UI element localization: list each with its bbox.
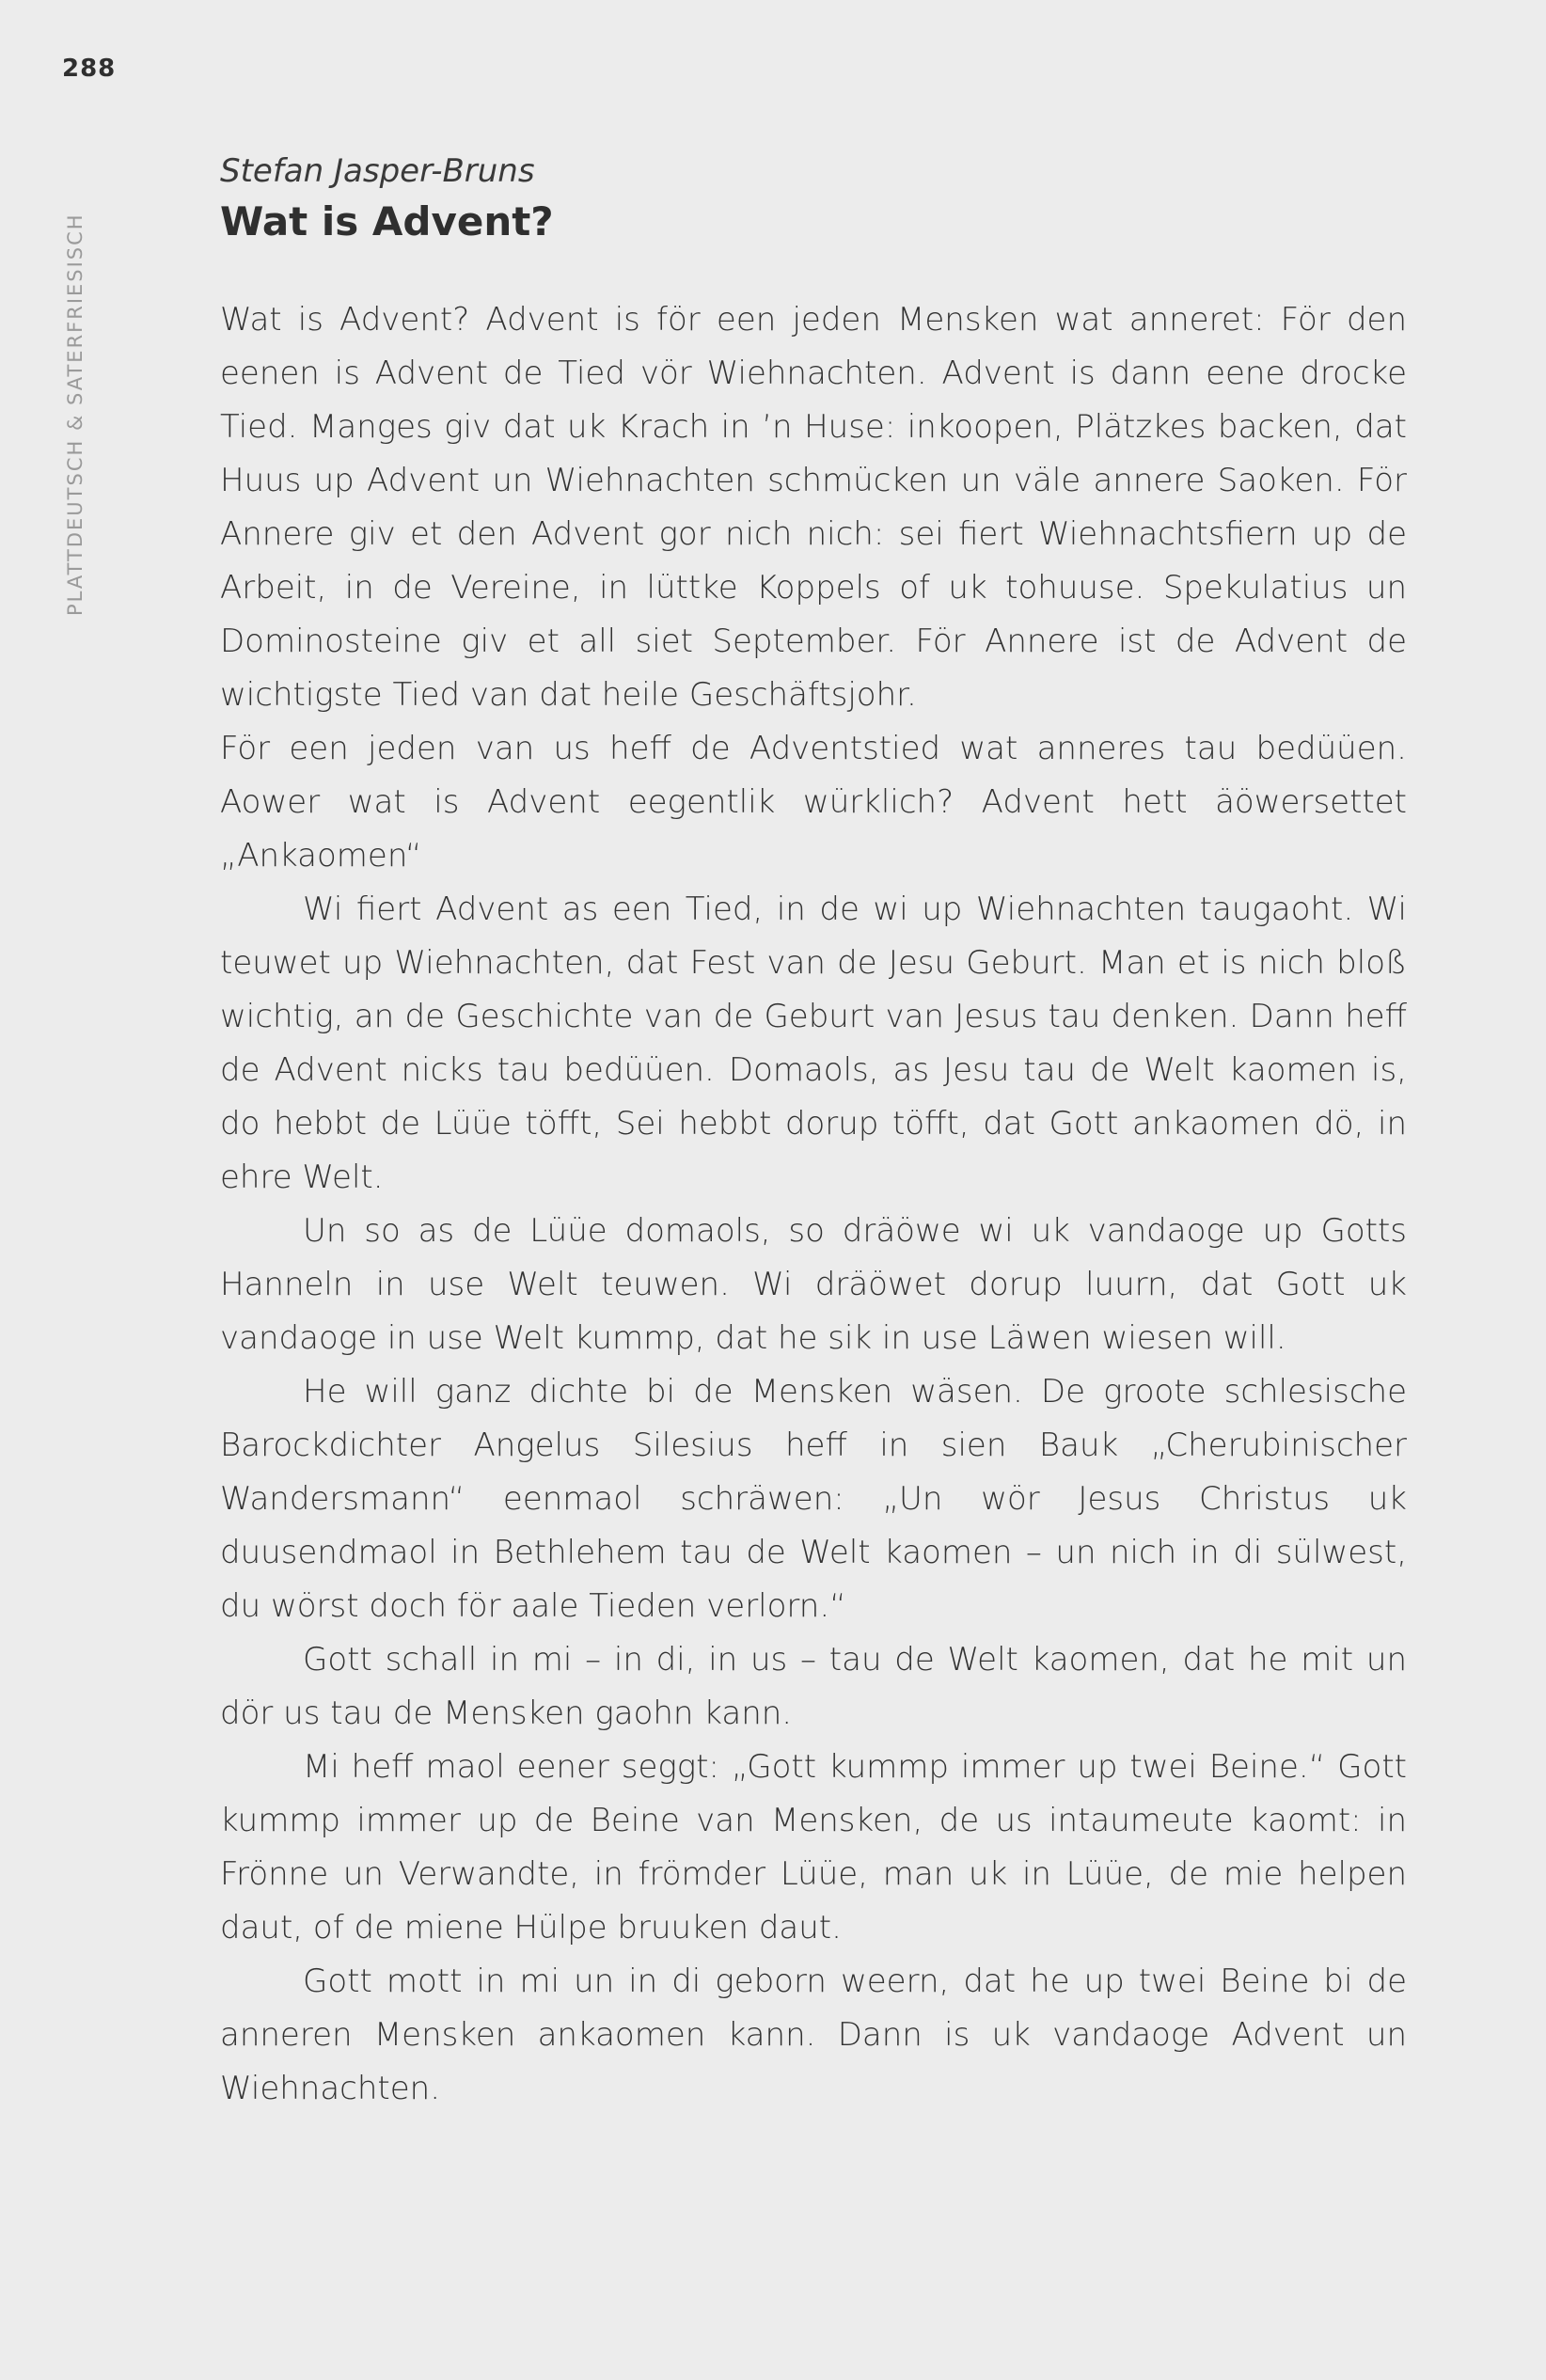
paragraph: Gott schall in mi – in di, in us – tau de Welt kaomen, dat he mit un dör us tau de Mensken gaohn kann. bbox=[220, 1641, 1407, 1732]
paragraph: Wat is Advent? Advent is för een jeden Mensken wat anneret: För den eenen is Advent de Tied vör Wiehnachten. Advent is dann eene drocke Tied. Manges giv dat uk Krach in ’n Huse: inkoopen, Plätzkes backen, dat Huus up Advent un Wiehnachten schmücken un väle annere Saoken. För Annere giv et den Advent gor nich nich: sei fiert Wiehnachtsfiern up de Arbeit, in de Vereine, in lüttke Koppels of uk tohuuse. Spekulatius un Dominosteine giv et all siet September. För Annere ist de Advent de wichtigste Tied van dat heile Geschäftsjohr. bbox=[220, 301, 1407, 714]
article bbox=[220, 150, 1407, 2116]
paragraph: Mi heff maol eener seggt: „Gott kummp immer up twei Beine.“ Gott kummp immer up de Beine van Mensken, de us intaumeute kaomt: in Frönne un Verwandte, in frömder Lüüe, man uk in Lüüe, de mie helpen daut, of de miene Hülpe bruuken daut. bbox=[220, 1748, 1407, 1947]
article-body bbox=[220, 293, 1407, 2116]
paragraph: Gott mott in mi un in di geborn weern, dat he up twei Beine bi de anneren Mensken ankaomen kann. Dann is uk vandaoge Advent un Wiehnachten. bbox=[220, 1962, 1407, 2107]
section-label: PLATTDEUTSCH & SATERFRIESISCH bbox=[64, 213, 87, 616]
paragraph: För een jeden van us heff de Adventstied wat anneres tau bedüüen. Aower wat is Advent eegentlik würklich? Advent hett äöwersettet „Ankaomen“ bbox=[220, 730, 1407, 875]
page-number: 288 bbox=[62, 55, 117, 83]
paragraph: Wi fiert Advent as een Tied, in de wi up Wiehnachten taugaoht. Wi teuwet up Wiehnachten, dat Fest van de Jesu Geburt. Man et is nich bloß wichtig, an de Geschichte van de Geburt van Jesus tau denken. Dann heff de Advent nicks tau bedüüen. Domaols, as Jesu tau de Welt kaomen is, do hebbt de Lüüe töfft, Sei hebbt dorup töfft, dat Gott ankaomen dö, in ehre Welt. bbox=[220, 891, 1407, 1196]
author-name: Stefan Jasper-Bruns bbox=[220, 152, 535, 190]
article-title: Wat is Advent? bbox=[220, 198, 554, 244]
paragraph: He will ganz dichte bi de Mensken wäsen. De groote schlesische Barockdichter Angelus Silesius heff in sien Bauk „Cherubinischer Wandersmann“ eenmaol schräwen: „Un wör Jesus Christus uk duusendmaol in Bethlehem tau de Welt kaomen – un nich in di sülwest, du wörst doch för aale Tieden verlorn.“ bbox=[220, 1373, 1407, 1625]
paragraph: Un so as de Lüüe domaols, so dräöwe wi uk vandaoge up Gotts Hanneln in use Welt teuwen. Wi dräöwet dorup luurn, dat Gott uk vandaoge in use Welt kummp, dat he sik in use Läwen wiesen will. bbox=[220, 1212, 1407, 1357]
